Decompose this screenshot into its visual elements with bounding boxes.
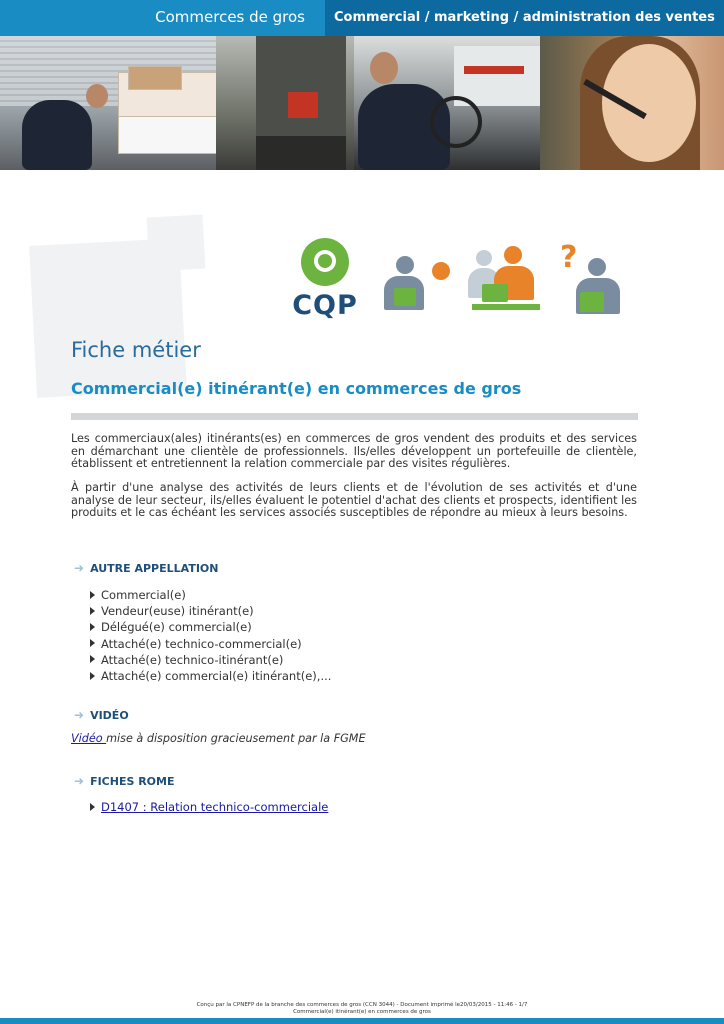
header-sector-title: Commerces de gros xyxy=(155,8,305,26)
list-item: Attaché(e) technico-itinérant(e) xyxy=(90,652,331,668)
bullet-triangle-icon xyxy=(90,607,95,615)
page-kicker: Fiche métier xyxy=(71,338,201,362)
section-fiches-rome xyxy=(74,774,175,788)
appellation-list xyxy=(90,587,331,684)
title-divider xyxy=(71,413,638,420)
page-footer xyxy=(0,1002,724,1016)
bullet-triangle-icon xyxy=(90,639,95,647)
rome-item xyxy=(90,800,328,814)
video-text xyxy=(71,732,366,745)
list-item: Vendeur(euse) itinérant(e) xyxy=(90,603,331,619)
arrow-right-icon: ➜ xyxy=(74,774,85,788)
header-domain xyxy=(325,0,724,36)
section-title: FICHES ROME xyxy=(90,775,175,788)
job-title: Commercial(e) itinérant(e) en commerces de gros xyxy=(71,379,522,398)
person-presenting-icon xyxy=(374,240,456,314)
bullet-triangle-icon xyxy=(90,623,95,631)
cqp-logo xyxy=(292,236,358,324)
bullet-triangle-icon xyxy=(90,655,95,663)
section-title: VIDÉO xyxy=(90,709,129,722)
cqp-badge-icon xyxy=(301,238,349,286)
description-paragraph-2: À partir d'une analyse des activités de leurs clients et de l'évolution de ses activités et d'une analyse de leur secteur, ils/elles évaluent le potentiel d'achat des clients et prospects, identifient les produits et le cas échéant les services associés susceptibles de répondre au mieux à leurs besoins. xyxy=(71,481,637,520)
illustration-icons xyxy=(370,240,630,320)
description-paragraph-1: Les commerciaux(ales) itinérants(es) en commerces de gros vendent des produits et des services en démarchant une clientèle de professionnels. Ils/elles développent un portefeuille de clientèle, établissent et entretiennent la relation commerciale par des visites régulières. xyxy=(71,432,637,471)
video-link[interactable]: Vidéo xyxy=(71,732,107,745)
bullet-triangle-icon xyxy=(90,672,95,680)
bullet-triangle-icon xyxy=(90,591,95,599)
list-item: Délégué(e) commercial(e) xyxy=(90,619,331,635)
bottom-bar xyxy=(0,1018,724,1024)
top-header-bar xyxy=(0,0,724,36)
footer-line-1: Conçu par la CPNEFP de la branche des commerces de gros (CCN 3044) - Document imprimé le20/03/2015 - 11:46 - 1/7 xyxy=(196,1002,528,1008)
team-meeting-icon xyxy=(464,240,546,314)
header-domain-title: Commercial / marketing / administration des ventes xyxy=(334,10,715,25)
bullet-triangle-icon xyxy=(90,803,95,811)
photo-banner xyxy=(0,36,724,170)
arrow-right-icon: ➜ xyxy=(74,708,85,722)
rome-link[interactable]: D1407 : Relation technico-commerciale xyxy=(101,800,329,814)
person-question-icon: ? xyxy=(558,240,630,314)
truck-driver-photo xyxy=(354,36,540,170)
cqp-logo-text: CQP xyxy=(292,290,358,321)
list-item: Attaché(e) commercial(e) itinérant(e),... xyxy=(90,668,331,684)
section-autre-appellation xyxy=(74,561,218,575)
forklift-photo xyxy=(216,36,354,170)
decorative-square-small xyxy=(147,215,206,272)
arrow-right-icon: ➜ xyxy=(74,561,85,575)
header-sector xyxy=(0,0,325,36)
list-item: Commercial(e) xyxy=(90,587,331,603)
warehouse-worker-photo xyxy=(0,36,216,170)
section-video xyxy=(74,708,129,722)
video-caption: mise à disposition gracieusement par la FGME xyxy=(106,732,366,745)
footer-line-2: Commercial(e) itinérant(e) en commerces de gros xyxy=(293,1009,431,1015)
list-item: Attaché(e) technico-commercial(e) xyxy=(90,636,331,652)
call-center-photo xyxy=(540,36,724,170)
section-title: AUTRE APPELLATION xyxy=(90,562,219,575)
